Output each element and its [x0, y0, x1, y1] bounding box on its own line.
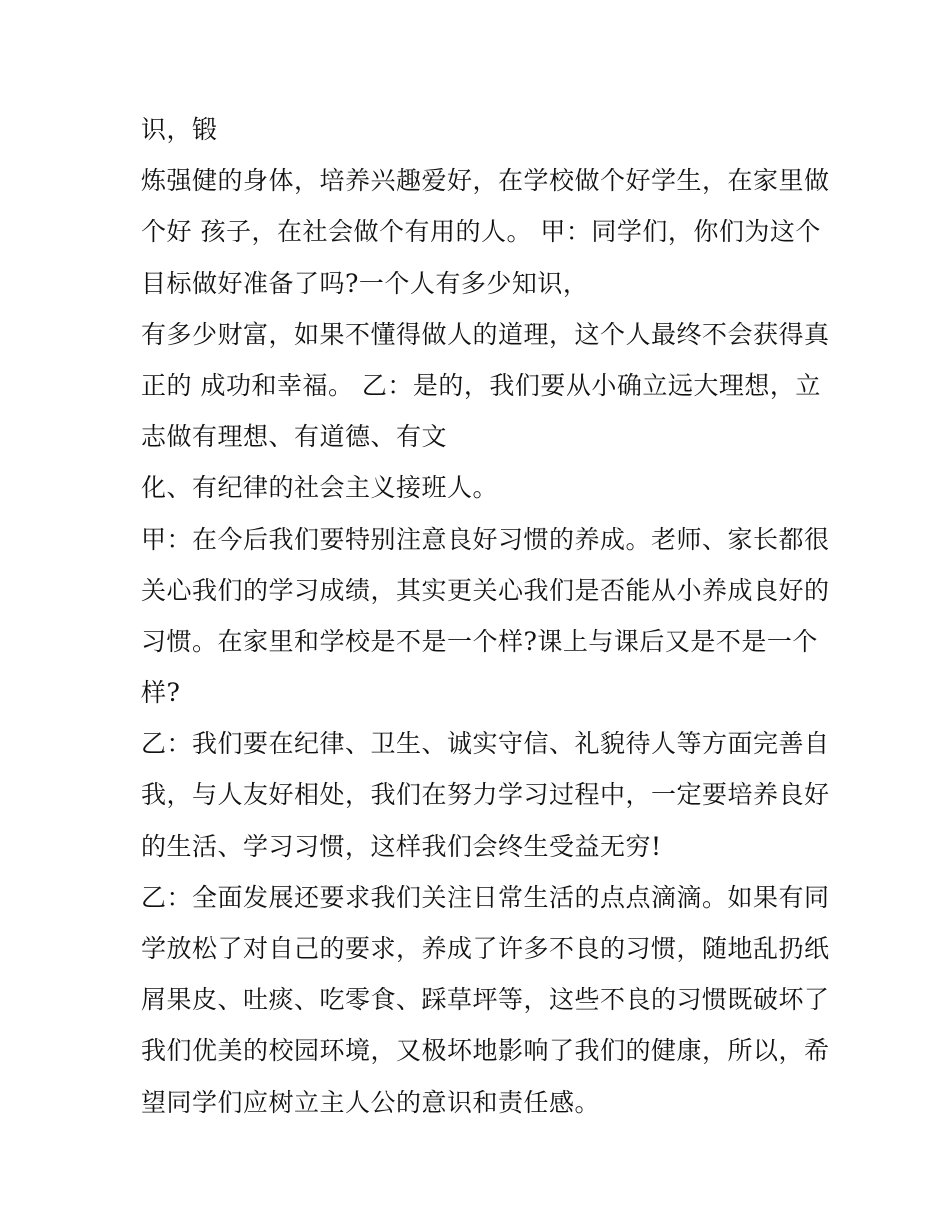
text-line: 望同学们应树立主人公的意识和责任感。 — [141, 1087, 601, 1117]
text-line: 关心我们的学习成绩，其实更关心我们是否能从小养成良好的 — [141, 575, 830, 605]
text-line: 乙：我们要在纪律、卫生、诚实守信、礼貌待人等方面完善自 — [141, 729, 830, 759]
text-line: 识，锻 — [141, 115, 218, 144]
text-line: 目标做好准备了吗?一个人有多少知识， — [141, 268, 589, 298]
text-line: 有多少财富，如果不懂得做人的道理，这个人最终不会获得真 — [141, 319, 830, 349]
text-line: 乙：全面发展还要求我们关注日常生活的点点滴滴。如果有同 — [141, 882, 830, 912]
text-line: 我们优美的校园环境，又极坏地影响了我们的健康，所以，希 — [141, 1036, 830, 1066]
document-body — [141, 104, 831, 1128]
text-line: 炼强健的身体，培养兴趣爱好，在学校做个好学生，在家里做 — [141, 166, 830, 196]
text-line: 屑果皮、吐痰、吃零食、踩草坪等，这些不良的习惯既破坏了 — [141, 985, 830, 1015]
text-line: 正的 成功和幸福。 乙：是的，我们要从小确立远大理想，立 — [141, 370, 821, 400]
text-line: 甲：在今后我们要特别注意良好习惯的养成。老师、家长都很 — [141, 524, 830, 554]
text-line: 化、有纪律的社会主义接班人。 — [141, 473, 499, 503]
text-line: 个好 孩子，在社会做个有用的人。 甲：同学们，你们为这个 — [141, 217, 821, 247]
text-line: 习惯。在家里和学校是不是一个样?课上与课后又是不是一个 — [141, 626, 818, 656]
text-line: 样? — [141, 678, 181, 708]
text-line: 学放松了对自己的要求，养成了许多不良的习惯，随地乱扔纸 — [141, 934, 830, 963]
text-line: 志做有理想、有道德、有文 — [141, 422, 448, 452]
text-line: 的生活、学习习惯，这样我们会终生受益无穷! — [141, 831, 662, 861]
text-line: 我，与人友好相处，我们在努力学习过程中，一定要培养良好 — [141, 780, 830, 810]
